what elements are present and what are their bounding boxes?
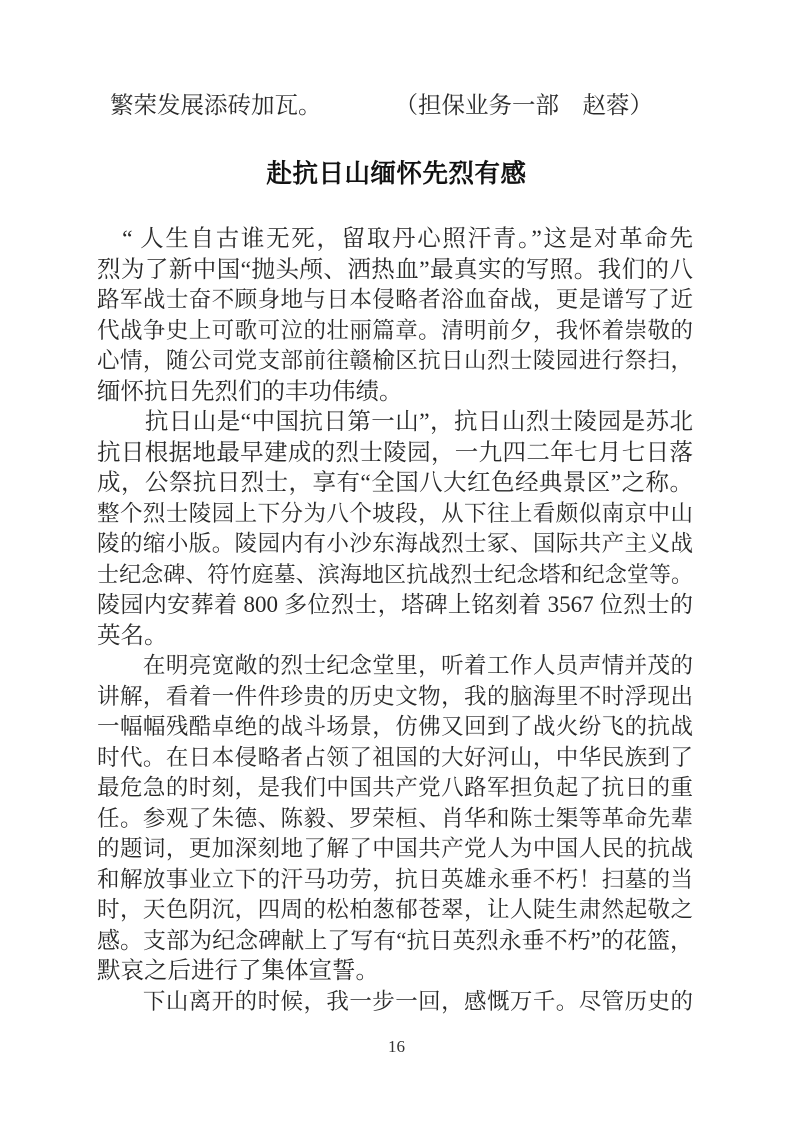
text-line: 的题词，更加深刻地了解了中国共产党人为中国人民的抗战: [97, 836, 693, 861]
text-line: 烈为了新中国“抛头颅、洒热血”最真实的写照。我们的八: [97, 256, 693, 283]
text-line: 默哀之后进行了集体宣誓。: [97, 958, 379, 984]
byline: （担保业务一部 赵蓉）: [394, 93, 653, 119]
closing-line: 繁荣发展添砖加瓦。: [110, 93, 322, 119]
attribution-row: [97, 93, 693, 120]
text-line: 成，公祭抗日烈士，享有“全国八大红色经典景区”之称。: [97, 470, 693, 496]
text-line: 和解放事业立下的汗马功劳，抗日英雄永垂不朽！扫墓的当: [97, 866, 693, 892]
text-line: 陵的缩小版。陵园内有小沙东海战烈士冢、国际共产主义战: [97, 531, 693, 556]
text-line: 抗日根据地最早建成的烈士陵园，一九四二年七月七日落: [97, 439, 693, 466]
text-line: 代战争史上可歌可泣的壮丽篇章。清明前夕，我怀着崇敬的: [97, 317, 693, 343]
text-line: 陵园内安葬着 800 多位烈士，塔碑上铭刻着 3567 位烈士的: [97, 592, 693, 617]
page-number: 16: [388, 1037, 405, 1056]
text-line: 下山离开的时候，我一步一回，感慨万千。尽管历史的: [97, 988, 693, 1014]
text-line: 一幅幅残酷卓绝的战斗场景，仿佛又回到了战火纷飞的抗战: [97, 714, 693, 739]
text-line: 抗日山是“中国抗日第一山”，抗日山烈士陵园是苏北: [97, 409, 693, 435]
text-line: 时，天色阴沉，四周的松柏葱郁苍翠，让人陡生肃然起敬之: [97, 897, 693, 922]
text-line: 感。支部为纪念碑献上了写有“抗日英烈永垂不朽”的花篮，: [97, 927, 693, 953]
text-line: 英名。: [97, 622, 168, 649]
text-line: 讲解，看着一件件珍贵的历史文物，我的脑海里不时浮现出: [97, 683, 693, 709]
text-line: 缅怀抗日先烈们的丰功伟绩。: [97, 378, 403, 405]
article-body: [97, 224, 693, 1017]
text-line: “ 人生自古谁无死，留取丹心照汗青。”这是对革命先: [97, 226, 693, 252]
text-line: 最危急的时刻，是我们中国共产党八路军担负起了抗日的重: [97, 775, 693, 800]
article-title: 赴抗日山缅怀先烈有感: [266, 160, 527, 188]
text-line: 时代。在日本侵略者占领了祖国的大好河山，中华民族到了: [97, 744, 693, 770]
text-line: 任。参观了朱德、陈毅、罗荣桓、肖华和陈士榘等革命先辈: [97, 805, 693, 831]
text-line: 心情，随公司党支部前往赣榆区抗日山烈士陵园进行祭扫，: [97, 348, 693, 373]
text-line: 路军战士奋不顾身地与日本侵略者浴血奋战，更是谱写了近: [97, 287, 693, 312]
text-line: 士纪念碑、符竹庭墓、滨海地区抗战烈士纪念塔和纪念堂等。: [97, 561, 693, 587]
text-line: 整个烈士陵园上下分为八个坡段，从下往上看颇似南京中山: [97, 500, 693, 526]
text-line: 在明亮宽敞的烈士纪念堂里，听着工作人员声情并茂的: [97, 653, 693, 678]
